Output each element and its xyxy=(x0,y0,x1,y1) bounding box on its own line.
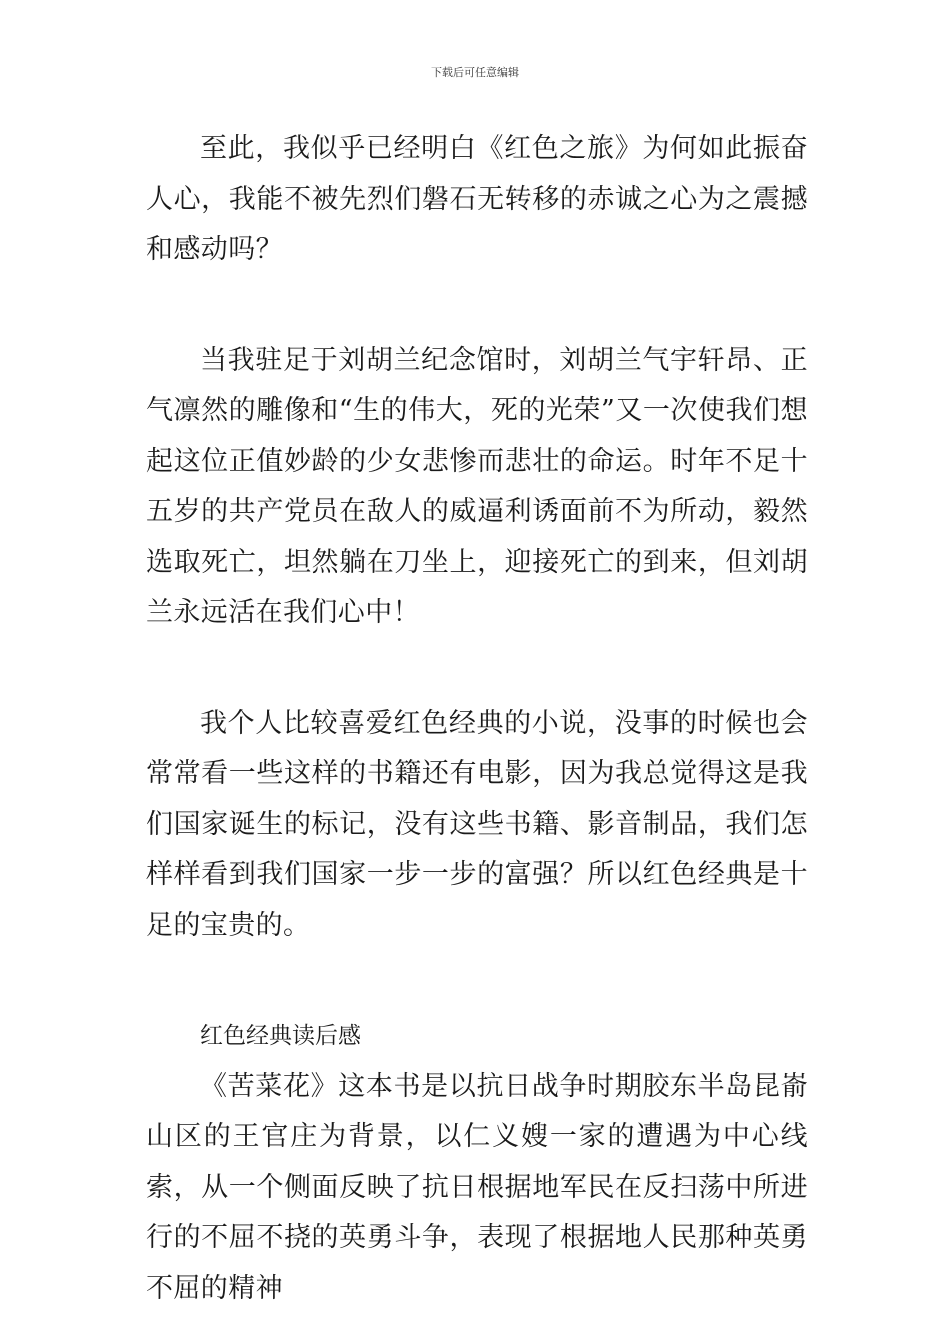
paragraph-2: 当我驻足于刘胡兰纪念馆时，刘胡兰气宇轩昂、正气凛然的雕像和“生的伟大，死的光荣”又一次使我们想起这位正值妙龄的少女悲惨而悲壮的命运。时年不足十五岁的共产党员在敌人的威逼利诱面前不为所动，毅然选取死亡，坦然躺在刀坐上，迎接死亡的到来，但刘胡兰永远活在我们心中！ xyxy=(146,344,808,628)
section-heading: 红色经典读后感 xyxy=(200,1023,361,1049)
paragraph-1: 至此，我似乎已经明白《红色之旅》为何如此振奋人心，我能不被先烈们磐石无转移的赤诚之心为之震撼和感动吗？ xyxy=(146,133,808,265)
paragraph-spacer xyxy=(146,276,808,336)
paragraph-3: 我个人比较喜爱红色经典的小说，没事的时候也会常常看一些这样的书籍还有电影，因为我总觉得这是我们国家诞生的标记，没有这些书籍、影音制品，我们怎样样看到我们国家一步一步的富强？所以红色经典是十足的宝贵的。 xyxy=(146,707,808,941)
section-body: 《苦菜花》这本书是以抗日战争时期胶东半岛昆嵛山区的王官庄为背景，以仁义嫂一家的遭遇为中心线索，从一个侧面反映了抗日根据地军民在反扫荡中所进行的不屈不挠的英勇斗争，表现了根据地人民那种英勇不屈的精神 xyxy=(146,1070,808,1304)
document-body xyxy=(146,124,808,1314)
paragraph-spacer xyxy=(146,639,808,699)
page-header: 下载后可任意编辑 xyxy=(431,66,519,79)
paragraph-spacer xyxy=(146,951,808,1011)
